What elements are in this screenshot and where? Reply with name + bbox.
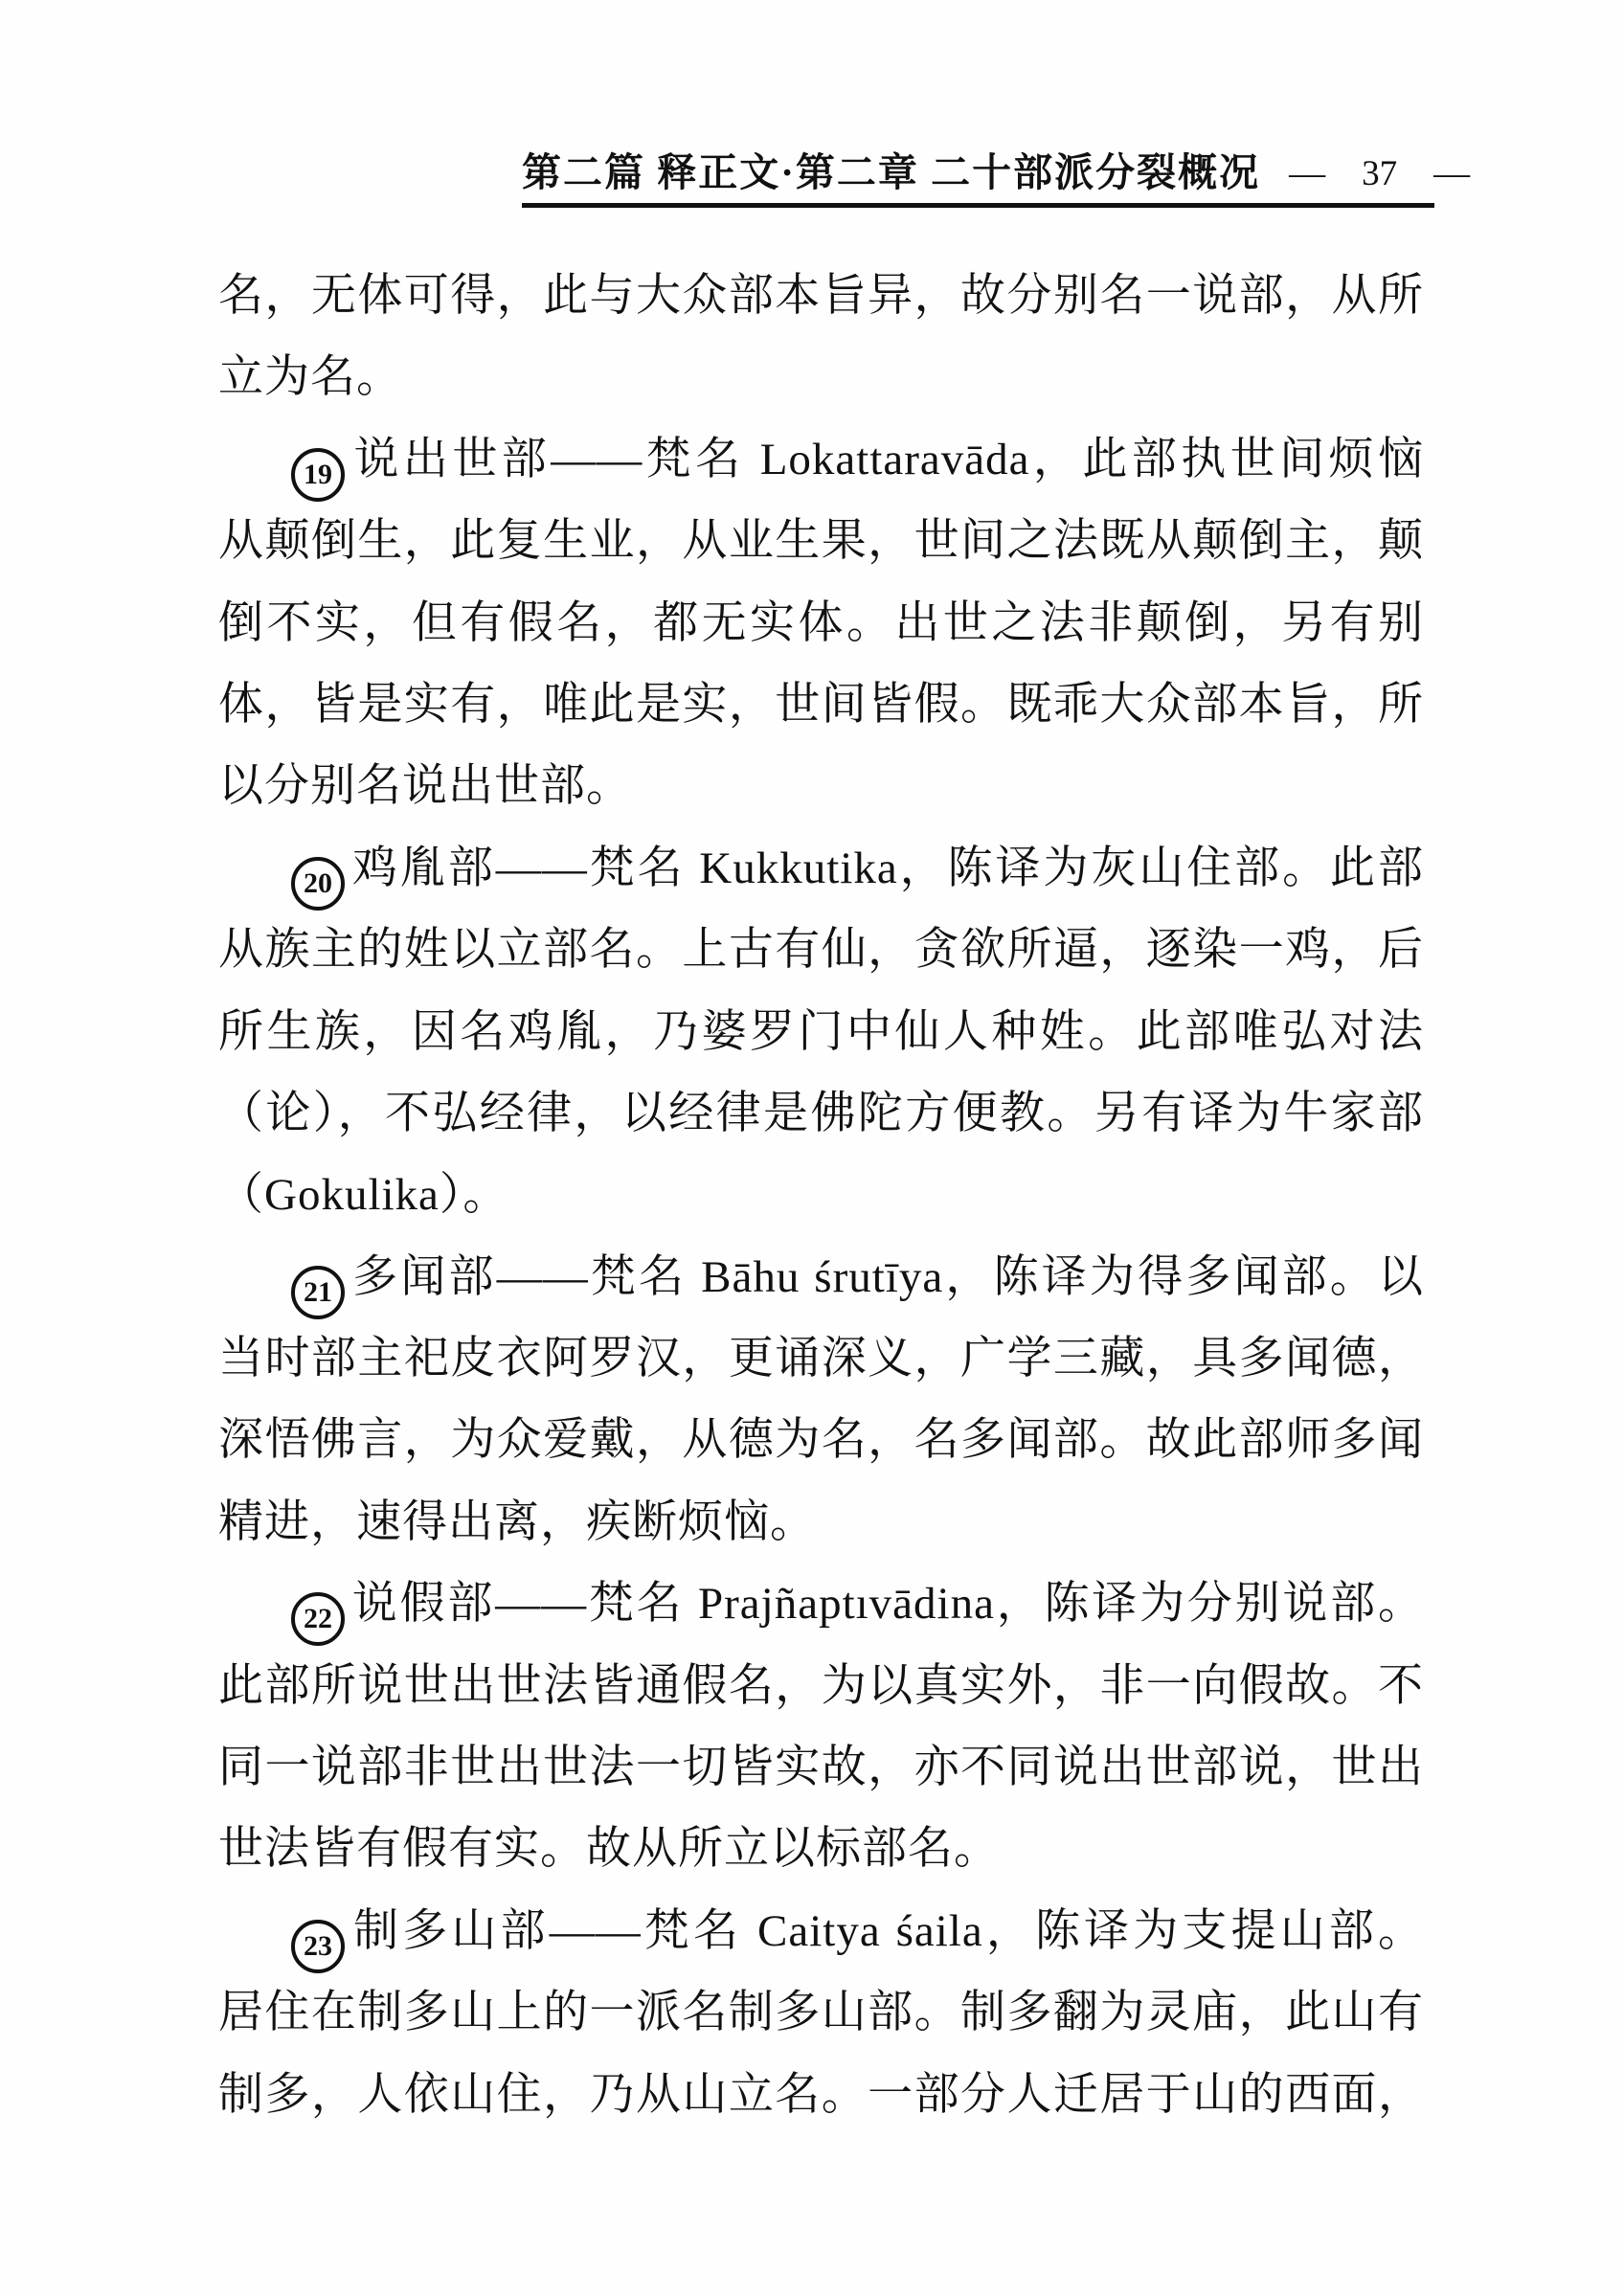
page-number-group <box>1260 154 1470 194</box>
text-line: 名，无体可得，此与大众部本旨异，故分别名一说部，从所 <box>218 271 1424 321</box>
text-line: 制多，人依山住，乃从山立名。一部分人迁居于山的西面， <box>218 2069 1424 2120</box>
text-line: 倒不实，但有假名，都无实体。出世之法非颠倒，另有别 <box>218 597 1424 648</box>
text-line: 20 鸡胤部——梵名 Kukkutika，陈译为灰山住部。此部 <box>218 828 1424 910</box>
text-line: 从族主的姓以立部名。上古有仙，贪欲所逼，逐染一鸡，后 <box>218 925 1424 976</box>
text-line: 立为名。 <box>218 352 402 403</box>
text-line: （Gokulika）。 <box>218 1170 509 1221</box>
circled-number: 19 <box>291 448 345 502</box>
text-line: 以分别名说出世部。 <box>218 761 632 812</box>
page-number: 37 <box>1362 154 1398 194</box>
page-number-dash-left: — <box>1289 153 1326 194</box>
text-line: 居住在制多山上的一派名制多山部。制多翻为灵庙，此山有 <box>218 1988 1424 2038</box>
circled-number: 22 <box>291 1592 345 1646</box>
text-line: 精进，速得出离，疾断烦恼。 <box>218 1496 816 1547</box>
circled-number: 23 <box>291 1920 345 1973</box>
text-line: 当时部主祀皮衣阿罗汉，更诵深义，广学三藏，具多闻德， <box>218 1334 1424 1384</box>
text-line: 世法皆有假有实。故从所立以标部名。 <box>218 1824 1000 1875</box>
text-line: 体，皆是实有，唯此是实，世间皆假。既乖大众部本旨，所 <box>218 679 1424 730</box>
circled-number: 20 <box>291 857 345 911</box>
circled-number: 21 <box>291 1266 345 1319</box>
text-line: 22 说假部——梵名 Prajñaptıvādina，陈译为分别说部。 <box>218 1564 1424 1645</box>
text-line: 23 制多山部——梵名 Caitya śaila，陈译为支提山部。 <box>218 1891 1424 1972</box>
text-line: 19 说出世部——梵名 Lokattaravāda，此部执世间烦恼 <box>218 419 1424 501</box>
page-header <box>522 150 1471 208</box>
text-line: 从颠倒生，此复生业，从业生果，世间之法既从颠倒主，颠 <box>218 516 1424 567</box>
text-line: 同一说部非世出世法一切皆实故，亦不同说出世部说，世出 <box>218 1743 1424 1793</box>
text-line: （论），不弘经律，以经律是佛陀方便教。另有译为牛家部 <box>218 1088 1424 1138</box>
running-head-title: 第二篇 释正文·第二章 二十部派分裂概况 <box>522 150 1261 194</box>
text-line: 所生族，因名鸡胤，乃婆罗门中仙人种姓。此部唯弘对法 <box>218 1006 1424 1057</box>
body-text <box>218 256 1424 2136</box>
page-number-dash-right: — <box>1433 153 1471 194</box>
text-line: 此部所说世出世法皆通假名，为以真实外，非一向假故。不 <box>218 1660 1424 1711</box>
text-line: 深悟佛言，为众爱戴，从德为名，名多闻部。故此部师多闻 <box>218 1415 1424 1466</box>
text-line: 21 多闻部——梵名 Bāhu śrutīya，陈译为得多闻部。以 <box>218 1237 1424 1318</box>
